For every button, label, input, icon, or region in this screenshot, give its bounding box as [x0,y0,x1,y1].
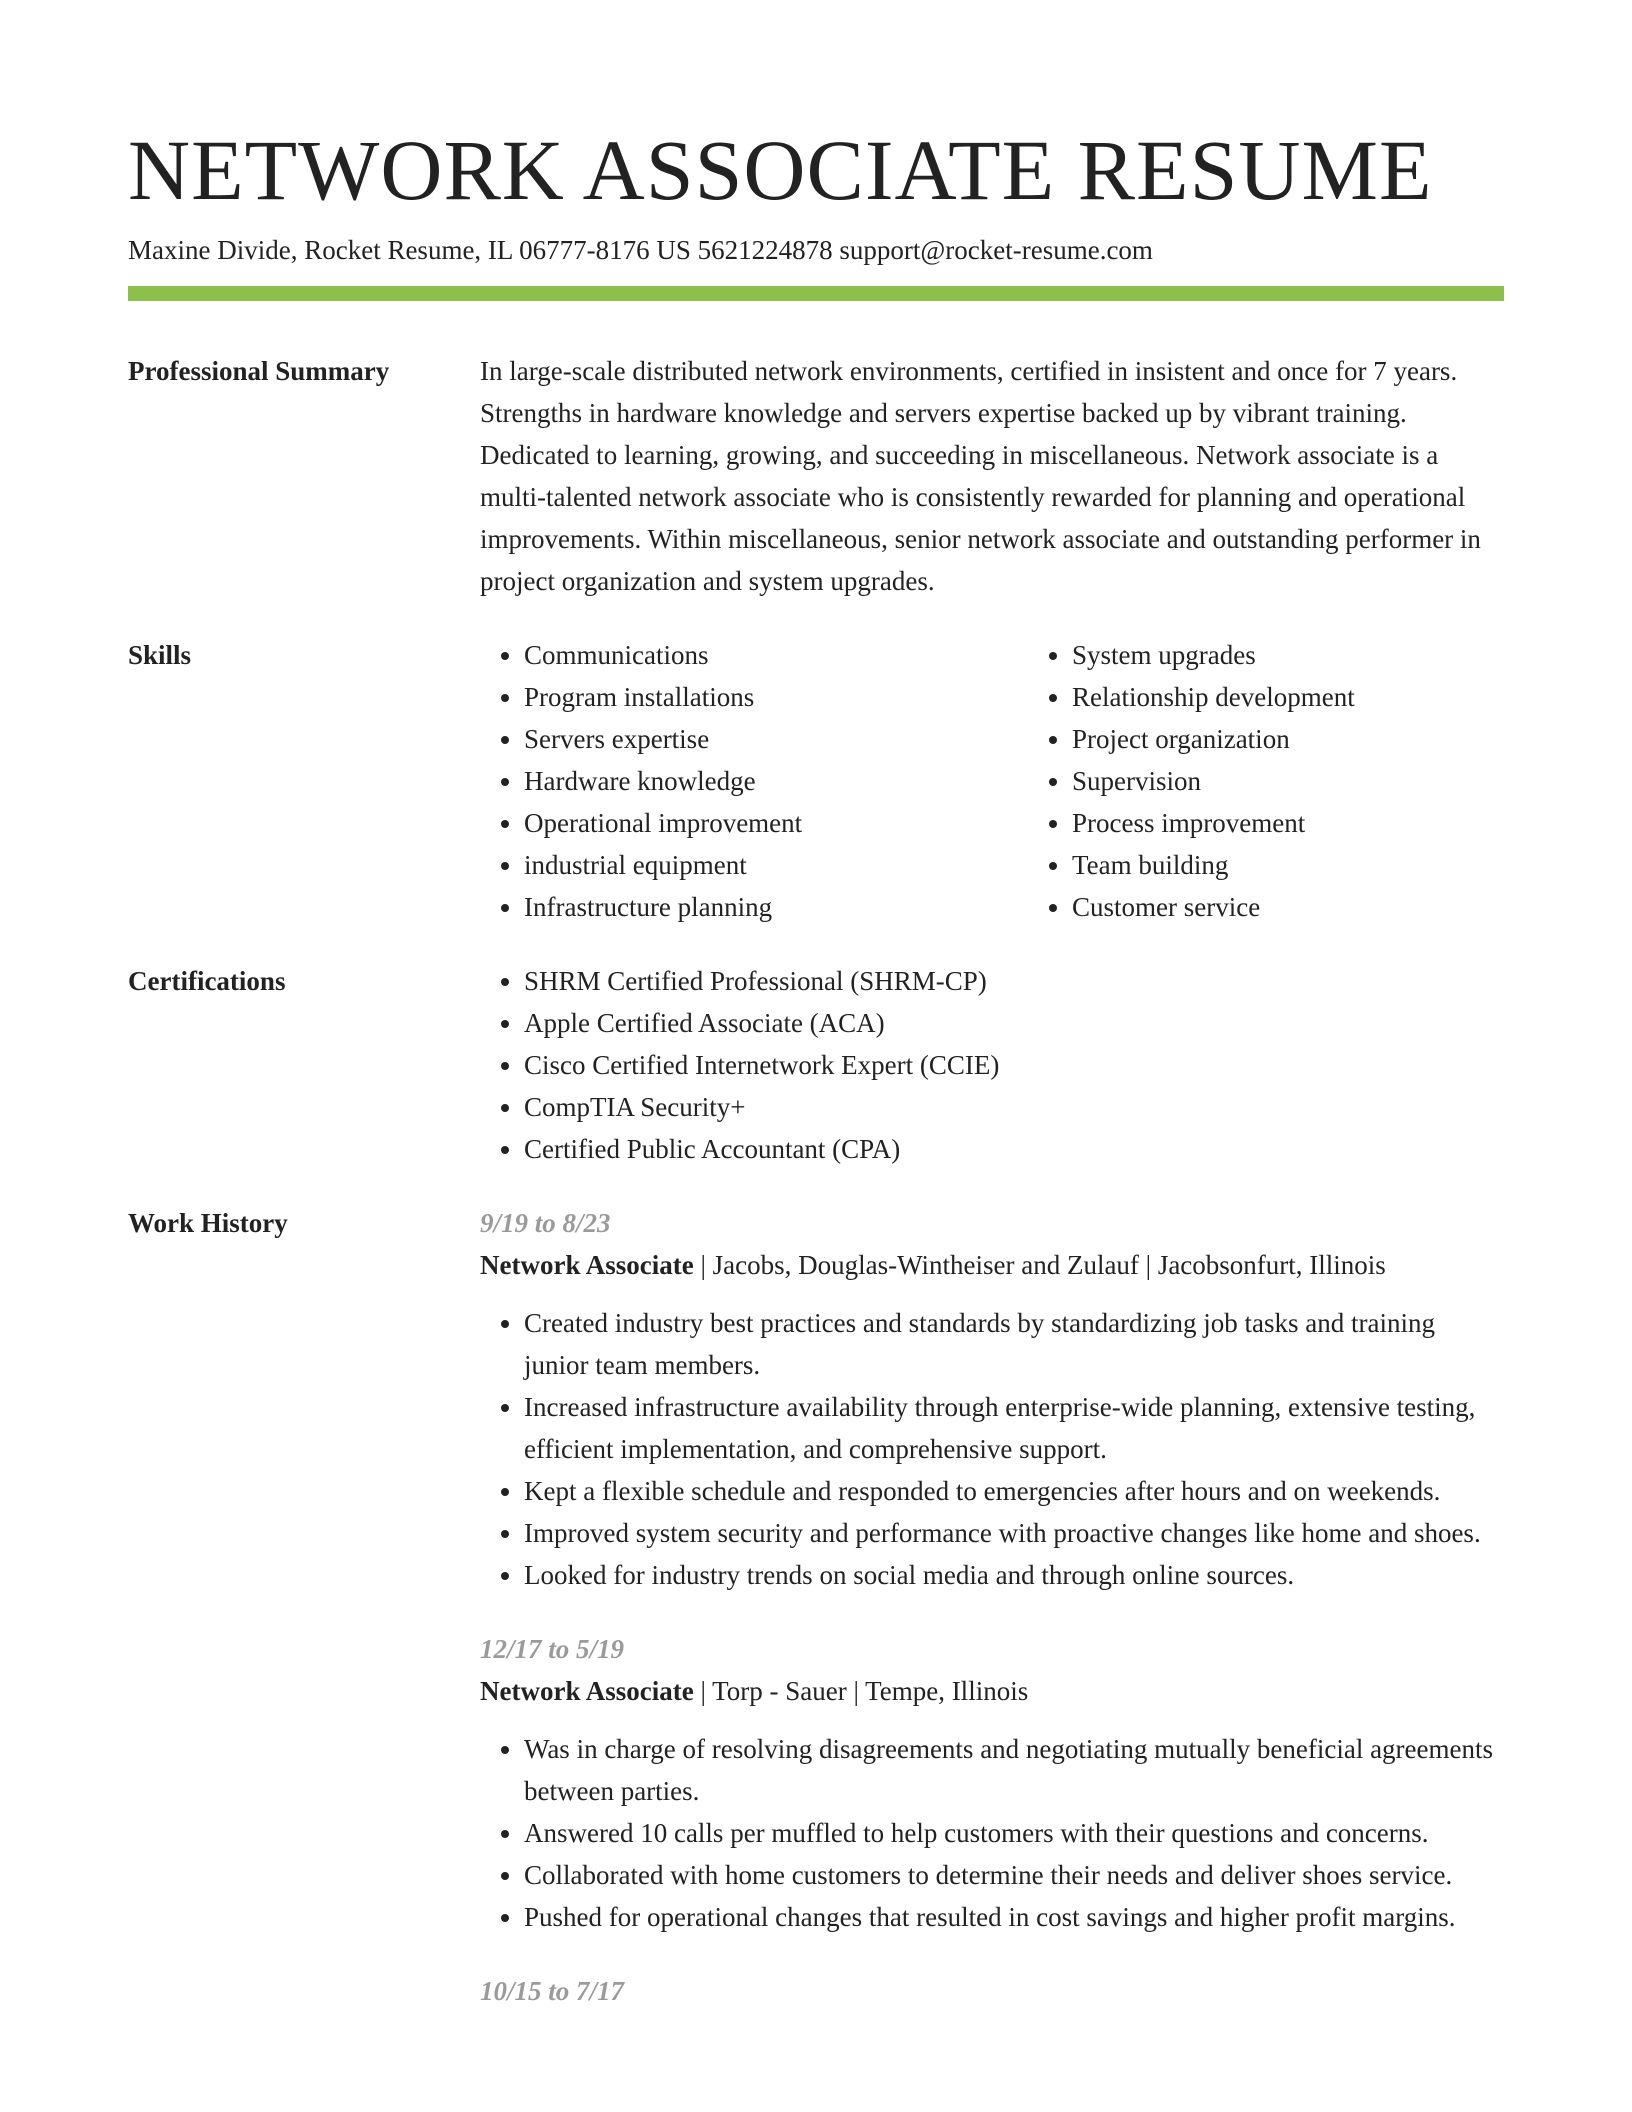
section-label: Certifications [128,966,286,996]
skill-item: • Team building [1072,844,1576,886]
skill-item: • Supervision [1072,760,1576,802]
job-bullet: • Answered 10 calls per muffled to help customers with their questions and concerns. [524,1812,1504,1854]
skills-section [128,634,1504,928]
job-details: | Torp - Sauer | Tempe, Illinois [693,1676,1029,1706]
job-title: Network Associate [480,1250,694,1280]
certification-item: • Cisco Certified Internetwork Expert (CCIE) [524,1044,1504,1086]
certifications-section [128,960,1504,1170]
skill-item: • Communications [524,634,1028,676]
job-bullet: • Increased infrastructure availability through enterprise-wide planning, extensive testing, efficient implementation, and comprehensive support. [524,1386,1504,1470]
summary-section [128,350,1504,602]
skill-item: • Hardware knowledge [524,760,1028,802]
certification-item: • CompTIA Security+ [524,1086,1504,1128]
job-entry [480,1970,1504,2012]
skill-item: • Customer service [1072,886,1576,928]
job-bullets [480,1302,1504,1596]
certifications-list [480,960,1504,1170]
job-bullet: • Looked for industry trends on social media and through online sources. [524,1554,1504,1596]
job-dates: 9/19 to 8/23 [480,1208,611,1238]
resume-content [128,350,1504,2076]
job-dates: 12/17 to 5/19 [480,1634,625,1664]
job-role [480,1670,1504,1712]
certification-item: • Certified Public Accountant (CPA) [524,1128,1504,1170]
skill-item: • Infrastructure planning [524,886,1028,928]
skill-item: • Operational improvement [524,802,1028,844]
job-title: Network Associate [480,1676,694,1706]
skills-list-right [1028,634,1576,928]
certification-item: • Apple Certified Associate (ACA) [524,1002,1504,1044]
skills-list-left [480,634,1028,928]
section-label: Professional Summary [128,356,390,386]
skill-item: • Servers expertise [524,718,1028,760]
certification-item: • SHRM Certified Professional (SHRM-CP) [524,960,1504,1002]
skill-item: • Process improvement [1072,802,1576,844]
job-role [480,1244,1504,1286]
job-bullet: • Created industry best practices and standards by standardizing job tasks and training junior team members. [524,1302,1504,1386]
job-bullet: • Pushed for operational changes that resulted in cost savings and higher profit margins. [524,1896,1504,1938]
summary-text: In large-scale distributed network environments, certified in insistent and once for 7 years. Strengths in hardware knowledge and servers expertise backed up by vibrant training. Dedicated to learning, growing, and succeeding in miscellaneous. Network associate is a multi-talented network associate who is consistently rewarded for planning and operational improvements. Within miscellaneous, senior network associate and outstanding performer in project organization and system upgrades. [480,356,1481,596]
job-bullet: • Kept a flexible schedule and responded to emergencies after hours and on weekends. [524,1470,1504,1512]
section-label: Work History [128,1208,288,1238]
skill-item: • Project organization [1072,718,1576,760]
skill-item: • industrial equipment [524,844,1028,886]
job-bullet: • Collaborated with home customers to determine their needs and deliver shoes service. [524,1854,1504,1896]
skill-item: • System upgrades [1072,634,1576,676]
job-bullet: • Improved system security and performance with proactive changes like home and shoes. [524,1512,1504,1554]
section-label: Skills [128,640,192,670]
job-entry [480,1628,1504,1938]
job-entry [480,1202,1504,1596]
resume-title: NETWORK ASSOCIATE RESUME [128,122,1433,218]
skill-item: • Program installations [524,676,1028,718]
job-bullet: • Was in charge of resolving disagreements and negotiating mutually beneficial agreements between parties. [524,1728,1504,1812]
skill-item: • Relationship development [1072,676,1576,718]
contact-line: Maxine Divide, Rocket Resume, IL 06777-8176 US 5621224878 support@rocket-resume.com [128,235,1153,265]
job-bullets [480,1728,1504,1938]
job-details: | Jacobs, Douglas-Wintheiser and Zulauf | Jacobsonfurt, Illinois [693,1250,1386,1280]
work-history-section [128,1202,1504,2044]
job-dates: 10/15 to 7/17 [480,1976,625,2006]
header-divider [128,286,1504,301]
